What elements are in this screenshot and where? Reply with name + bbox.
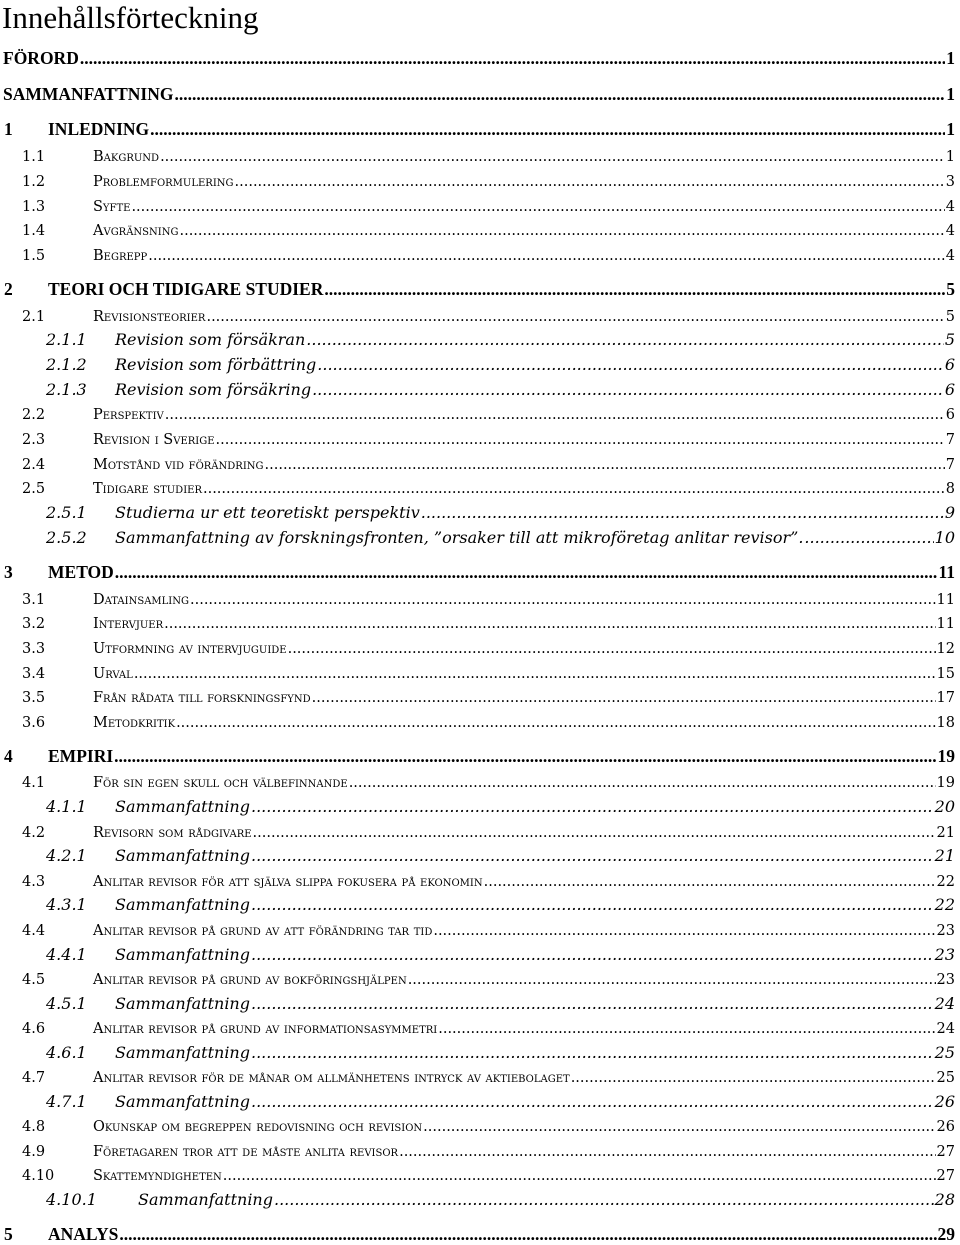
toc-entry[interactable] [0, 473, 960, 497]
dot-leader [223, 1168, 936, 1184]
toc-entry-title: Perspektiv [93, 407, 164, 423]
dot-leader [251, 945, 934, 964]
toc-entry-page: 5 [946, 279, 955, 299]
dot-leader [203, 481, 945, 497]
toc-entry-page: 6 [944, 380, 955, 399]
dot-leader [131, 199, 944, 215]
toc-entry-title: Revision i Sverige [93, 432, 215, 448]
toc-entry-number: 3.4 [22, 666, 46, 682]
toc-entry-title: Datainsamling [93, 592, 189, 608]
toc-entry-number: 2.3 [22, 432, 46, 448]
dot-leader [216, 432, 945, 448]
toc-entry-page: 19 [936, 775, 955, 791]
toc-entry[interactable] [0, 1013, 960, 1037]
toc-entry[interactable] [0, 276, 960, 300]
toc-entry-title: Anlitar revisor på grund av att förändring tar tid [93, 923, 433, 939]
toc-entry-title: Metodkritik [93, 715, 176, 731]
toc-entry-title: Sammanfattning [115, 846, 250, 865]
toc-entry[interactable] [0, 375, 960, 399]
toc-entry-page: 11 [938, 562, 955, 582]
toc-entry-page: 26 [936, 1119, 955, 1135]
toc-entry-number: 4.3 [22, 874, 46, 890]
toc-entry-title: Utformning av intervjuguide [93, 641, 287, 657]
toc-entry-number: 4.6.1 [46, 1043, 87, 1062]
dot-leader [484, 874, 936, 890]
toc-entry-page: 5 [945, 309, 955, 325]
toc-entry[interactable] [0, 45, 960, 69]
toc-entry-title: Sammanfattning [115, 945, 250, 964]
toc-entry-page: 9 [944, 503, 955, 522]
toc-entry-title: METOD [48, 562, 114, 582]
toc-entry-page: 1 [946, 84, 955, 104]
toc-entry-page: 23 [936, 972, 955, 988]
toc-entry[interactable] [0, 116, 960, 140]
toc-entry[interactable] [0, 141, 960, 165]
dot-leader [80, 48, 945, 69]
toc-entry-page: 6 [945, 407, 955, 423]
dot-leader [349, 775, 936, 791]
toc-entry-page: 17 [936, 690, 955, 706]
dot-leader [571, 1070, 936, 1086]
toc-entry[interactable] [0, 915, 960, 939]
dot-leader [235, 174, 945, 190]
toc-entry[interactable] [0, 240, 960, 264]
dot-leader [253, 825, 936, 841]
toc-entry[interactable] [0, 523, 960, 547]
toc-entry-number: 4.1 [22, 775, 46, 791]
dot-leader [160, 149, 945, 165]
toc-entry-title: Problemformulering [93, 174, 234, 190]
toc-entry[interactable] [0, 191, 960, 215]
toc-entry[interactable] [0, 350, 960, 374]
toc-entry-title: Anlitar revisor för de månar om allmänhetens intryck av aktiebolaget [93, 1070, 570, 1086]
toc-entry[interactable] [0, 866, 960, 890]
toc-entry[interactable] [0, 81, 960, 105]
toc-entry-page: 23 [936, 923, 955, 939]
toc-entry-page: 29 [937, 1224, 955, 1244]
toc-entry-page: 1 [945, 149, 955, 165]
toc-entry-title: Företagaren tror att de måste anlita revisor [93, 1144, 399, 1160]
toc-entry[interactable] [0, 1136, 960, 1160]
toc-entry[interactable] [0, 707, 960, 731]
toc-entry-page: 18 [936, 715, 955, 731]
toc-entry-page: 4 [945, 248, 955, 264]
dot-leader [176, 715, 935, 731]
toc-entry-number: 1.2 [22, 174, 46, 190]
toc-entry-number: 2.2 [22, 407, 46, 423]
toc-entry-number: 4.10 [22, 1168, 55, 1184]
toc-entry[interactable] [0, 166, 960, 190]
dot-leader [306, 330, 944, 349]
toc-entry-number: 2.5 [22, 481, 46, 497]
toc-entry-number: 2.5.2 [46, 528, 87, 547]
dot-leader [179, 223, 944, 239]
toc-entry-title: Anlitar revisor på grund av bokföringshjälpen [93, 972, 407, 988]
toc-entry[interactable] [0, 449, 960, 473]
toc-entry-page: 1 [946, 48, 955, 68]
toc-entry-page: 21 [936, 825, 955, 841]
toc-entry-number: 4.3.1 [46, 895, 87, 914]
dot-leader [312, 690, 936, 706]
toc-entry[interactable] [0, 817, 960, 841]
toc-entry-number: 4.7 [22, 1070, 46, 1086]
toc-entry-page: 27 [936, 1168, 955, 1184]
toc-entry-number: 1.4 [22, 223, 46, 239]
toc-entry-title: Anlitar revisor för att själva slippa fokusera på ekonomin [93, 874, 483, 890]
dot-leader [164, 616, 935, 632]
toc-entry-page: 5 [944, 330, 955, 349]
toc-entry-title: Revision som försäkring [115, 380, 312, 399]
dot-leader [804, 528, 933, 547]
toc-entry-page: 4 [945, 223, 955, 239]
toc-entry-page: 10 [934, 528, 955, 547]
dot-leader [206, 309, 944, 325]
toc-entry-number: 4.2.1 [46, 846, 87, 865]
toc-entry[interactable] [0, 608, 960, 632]
toc-entry-title: TEORI OCH TIDIGARE STUDIER [48, 279, 324, 299]
toc-entry-page: 23 [934, 945, 955, 964]
toc-entry-title: ANALYS [48, 1224, 119, 1244]
dot-leader [251, 797, 934, 816]
dot-leader [265, 457, 945, 473]
toc-entry[interactable] [0, 325, 960, 349]
toc-entry-page: 3 [945, 174, 955, 190]
toc-entry-page: 24 [934, 994, 955, 1013]
page-title: Innehållsförteckning [2, 0, 259, 35]
toc-entry[interactable] [0, 682, 960, 706]
toc-entry[interactable] [0, 301, 960, 325]
toc-entry-number: 2.1.2 [46, 355, 87, 374]
toc-entry-page: 11 [936, 592, 955, 608]
toc-entry[interactable] [0, 767, 960, 791]
toc-entry[interactable] [0, 1038, 960, 1062]
dot-leader [190, 592, 936, 608]
toc-entry-number: 2.5.1 [46, 503, 87, 522]
toc-entry-title: Bakgrund [93, 149, 160, 165]
dot-leader [438, 1021, 935, 1037]
dot-leader [251, 1043, 934, 1062]
toc-entry[interactable] [0, 424, 960, 448]
toc-entry-title: Motstånd vid förändring [93, 457, 264, 473]
toc-entry-page: 19 [937, 746, 955, 766]
toc-entry-title: Revision som försäkran [115, 330, 306, 349]
dot-leader [251, 1092, 934, 1111]
toc-entry-page: 1 [946, 119, 955, 139]
toc-entry-number: 4.7.1 [46, 1092, 87, 1111]
toc-entry[interactable] [0, 215, 960, 239]
toc-entry-page: 28 [934, 1190, 955, 1209]
toc-entry-number: 4.5 [22, 972, 46, 988]
toc-entry-title: För sin egen skull och välbefinnande [93, 775, 348, 791]
toc-entry-number: 5 [4, 1224, 13, 1244]
toc-entry-title: Sammanfattning [115, 797, 250, 816]
toc-entry[interactable] [0, 1062, 960, 1086]
toc-entry[interactable] [0, 841, 960, 865]
toc-entry-number: 3.6 [22, 715, 46, 731]
toc-entry-number: 1 [4, 119, 13, 139]
toc-entry-title: Sammanfattning [138, 1190, 273, 1209]
toc-entry-title: SAMMANFATTNING [3, 84, 174, 104]
toc-entry-number: 2.1.3 [46, 380, 87, 399]
toc-entry[interactable] [0, 792, 960, 816]
dot-leader [119, 1224, 936, 1245]
dot-leader [114, 746, 936, 767]
toc-entry[interactable] [0, 743, 960, 767]
toc-entry-number: 1.1 [22, 149, 46, 165]
toc-entry[interactable] [0, 940, 960, 964]
toc-entry-page: 4 [945, 199, 955, 215]
dot-leader [324, 279, 945, 300]
toc-entry[interactable] [0, 559, 960, 583]
toc-entry[interactable] [0, 633, 960, 657]
dot-leader [312, 380, 944, 399]
toc-entry-number: 3.1 [22, 592, 46, 608]
toc-entry-number: 4.5.1 [46, 994, 87, 1013]
toc-entry[interactable] [0, 1185, 960, 1209]
toc-entry-page: 25 [936, 1070, 955, 1086]
dot-leader [288, 641, 936, 657]
toc-entry-title: Syfte [93, 199, 131, 215]
toc-entry-title: INLEDNING [48, 119, 150, 139]
toc-entry-title: Revision som förbättring [115, 355, 317, 374]
toc-entry-page: 11 [936, 616, 955, 632]
toc-entry-title: Studierna ur ett teoretiskt perspektiv [115, 503, 420, 522]
toc-entry-title: Avgränsning [93, 223, 179, 239]
toc-entry[interactable] [0, 1221, 960, 1245]
toc-entry-number: 3.3 [22, 641, 46, 657]
toc-entry-page: 15 [936, 666, 955, 682]
toc-entry-title: Från rådata till forskningsfynd [93, 690, 311, 706]
toc-entry-title: FÖRORD [3, 48, 79, 68]
toc-entry[interactable] [0, 989, 960, 1013]
toc-entry-number: 1.3 [22, 199, 46, 215]
toc-entry-number: 1.5 [22, 248, 46, 264]
toc-entry-number: 4.9 [22, 1144, 46, 1160]
toc-entry-page: 22 [934, 895, 955, 914]
toc-entry-title: EMPIRI [48, 746, 114, 766]
dot-leader [148, 248, 945, 264]
dot-leader [433, 923, 935, 939]
toc-entry-page: 20 [934, 797, 955, 816]
toc-entry-number: 2.1 [22, 309, 46, 325]
toc-entry-title: Revisionsteorier [93, 309, 206, 325]
toc-entry-number: 2.4 [22, 457, 46, 473]
dot-leader [317, 355, 944, 374]
dot-leader [251, 846, 934, 865]
toc-entry-title: Intervjuer [93, 616, 164, 632]
toc-entry-number: 4.10.1 [46, 1190, 97, 1209]
dot-leader [408, 972, 936, 988]
dot-leader [115, 562, 938, 583]
toc-entry-page: 27 [936, 1144, 955, 1160]
toc-entry-number: 4.6 [22, 1021, 46, 1037]
toc-entry-title: Sammanfattning [115, 994, 250, 1013]
toc-entry-page: 26 [934, 1092, 955, 1111]
toc-entry[interactable] [0, 1087, 960, 1111]
toc-entry[interactable] [0, 399, 960, 423]
toc-entry-number: 4 [4, 746, 13, 766]
toc-entry-title: Skattemyndigheten [93, 1168, 222, 1184]
toc-entry[interactable] [0, 1111, 960, 1135]
toc-entry-number: 4.4.1 [46, 945, 87, 964]
dot-leader [150, 119, 945, 140]
toc-entry[interactable] [0, 890, 960, 914]
dot-leader [423, 1119, 935, 1135]
toc-entry[interactable] [0, 498, 960, 522]
toc-entry-title: Sammanfattning [115, 895, 250, 914]
dot-leader [274, 1190, 934, 1209]
toc-entry-title: Okunskap om begreppen redovisning och revision [93, 1119, 423, 1135]
toc-entry-number: 2.1.1 [46, 330, 87, 349]
toc-entry-page: 12 [936, 641, 955, 657]
toc-entry-page: 8 [945, 481, 955, 497]
toc-entry-number: 3.5 [22, 690, 46, 706]
toc-entry-title: Sammanfattning av forskningsfronten, ”orsaker till att mikroföretag anlitar revisor”. [115, 528, 804, 547]
toc-entry[interactable] [0, 1160, 960, 1184]
toc-entry-page: 22 [936, 874, 955, 890]
dot-leader [399, 1144, 935, 1160]
toc-entry-title: Sammanfattning [115, 1043, 250, 1062]
toc-entry-title: Revisorn som rådgivare [93, 825, 252, 841]
dot-leader [174, 84, 945, 105]
toc-entry[interactable] [0, 584, 960, 608]
toc-entry-page: 6 [944, 355, 955, 374]
toc-entry-page: 25 [934, 1043, 955, 1062]
dot-leader [165, 407, 945, 423]
toc-entry[interactable] [0, 658, 960, 682]
toc-entry-page: 7 [945, 457, 955, 473]
toc-entry-page: 7 [945, 432, 955, 448]
toc-entry-title: Sammanfattning [115, 1092, 250, 1111]
toc-entry-number: 3.2 [22, 616, 46, 632]
dot-leader [251, 994, 934, 1013]
toc-entry-title: Tidigare studier [93, 481, 202, 497]
dot-leader [134, 666, 936, 682]
toc-entry-number: 4.4 [22, 923, 46, 939]
toc-entry[interactable] [0, 964, 960, 988]
dot-leader [421, 503, 944, 522]
toc-entry-title: Begrepp [93, 248, 148, 264]
dot-leader [251, 895, 934, 914]
toc-entry-page: 21 [934, 846, 955, 865]
toc-entry-number: 4.1.1 [46, 797, 87, 816]
toc-entry-number: 4.8 [22, 1119, 46, 1135]
toc-entry-title: Anlitar revisor på grund av informationsasymmetri [93, 1021, 438, 1037]
toc-entry-page: 24 [936, 1021, 955, 1037]
toc-entry-number: 3 [4, 562, 13, 582]
toc-entry-number: 2 [4, 279, 13, 299]
toc-entry-number: 4.2 [22, 825, 46, 841]
toc-entry-title: Urval [93, 666, 133, 682]
